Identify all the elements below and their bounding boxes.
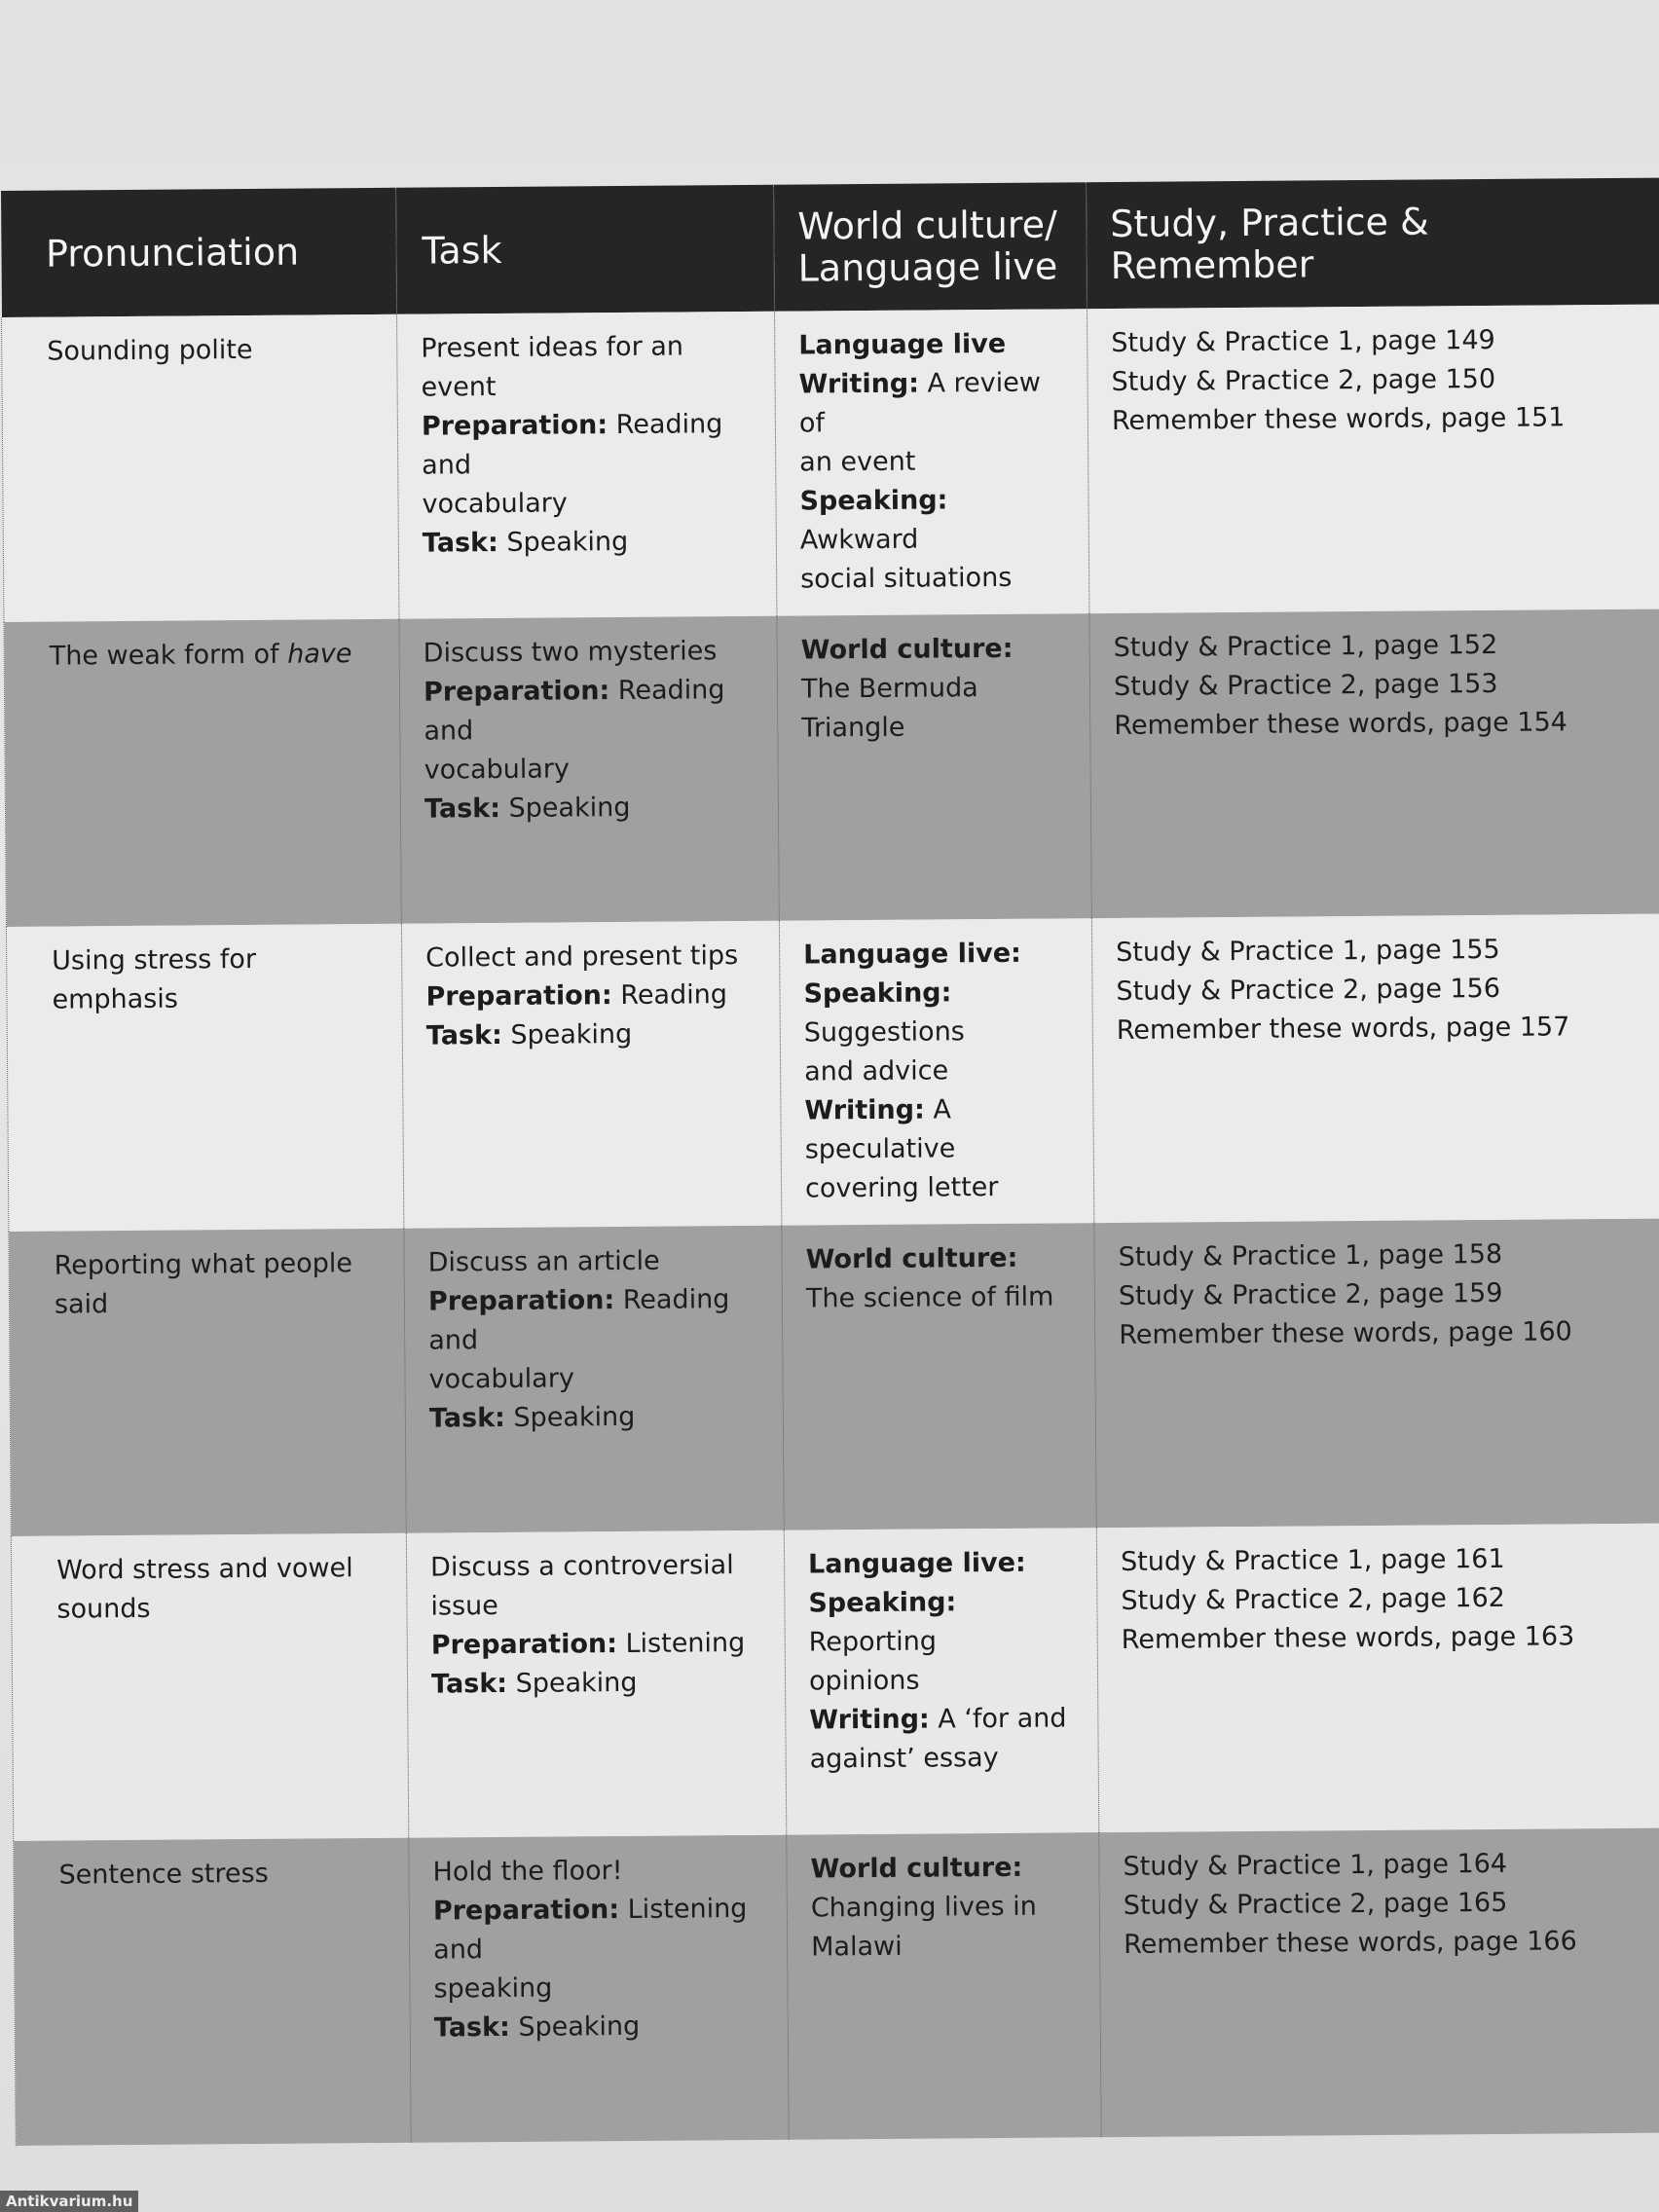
culture-item (798, 363, 1066, 443)
preparation-text: Reading (611, 979, 728, 1012)
task-label: Task: (422, 527, 498, 559)
culture-item-text: Reporting (808, 1626, 938, 1658)
task-title: Present ideas for an event (421, 331, 684, 403)
task-title: Discuss a controversial (429, 1550, 734, 1583)
task-task (426, 1014, 758, 1056)
preparation-label: Preparation: (423, 676, 610, 708)
study-line: Study & Practice 1, page 149 (1111, 324, 1495, 359)
culture-line: The Bermuda (800, 673, 978, 705)
pronunciation-text: Sentence stress (58, 1858, 269, 1891)
task-text: Speaking (501, 1018, 633, 1051)
study-line: Study & Practice 1, page 155 (1116, 934, 1500, 969)
culture-line: Changing lives in (810, 1891, 1037, 1924)
preparation-text: Listening and (433, 1894, 748, 1966)
pronunciation-text-italic: have (287, 639, 352, 670)
table-row (4, 609, 1659, 927)
study-line: Study & Practice 1, page 164 (1123, 1848, 1508, 1882)
pronunciation-text-cont: sounds (56, 1593, 151, 1625)
preparation-text: Reading and (428, 1284, 730, 1356)
culture-heading: World culture: (810, 1852, 1023, 1885)
pronunciation-text: Word stress and vowel (56, 1553, 353, 1586)
study-line: Study & Practice 2, page 162 (1121, 1582, 1506, 1617)
study-line: Remember these words, page 166 (1124, 1926, 1577, 1960)
task-task (434, 2007, 766, 2048)
pronunciation-text: Reporting what people (54, 1248, 353, 1281)
task-text: Speaking (504, 1401, 636, 1433)
preparation-label: Preparation: (425, 980, 612, 1013)
culture-item-text-cont: social situations (800, 562, 1013, 595)
task-title: Discuss two mysteries (423, 636, 718, 669)
culture-heading: Language live (798, 328, 1007, 361)
pronunciation-text: The weak form of (49, 639, 288, 672)
culture-item-text-cont: an event (799, 446, 916, 478)
pronunciation-cell (6, 924, 403, 1232)
study-line: Study & Practice 2, page 150 (1111, 363, 1496, 398)
pronunciation-cell (14, 1838, 411, 2146)
study-cell (1089, 609, 1659, 919)
culture-line: Malawi (811, 1931, 903, 1963)
task-label: Task: (425, 1019, 502, 1051)
culture-cell (784, 1528, 1098, 1835)
culture-heading: Language live: (803, 938, 1021, 971)
culture-heading: World culture: (805, 1242, 1018, 1275)
preparation-text: Reading and (422, 409, 723, 481)
header-world-culture-line2: Language live (797, 244, 1058, 290)
table-row (14, 1828, 1659, 2146)
study-cell (1087, 305, 1659, 614)
header-study (1086, 178, 1659, 310)
header-study-line1: Study, Practice & (1110, 200, 1429, 246)
culture-item-text-cont: and advice (804, 1055, 949, 1088)
task-cell (399, 616, 779, 924)
culture-heading: Language live: (807, 1547, 1026, 1580)
contents-table-wrap (0, 178, 1659, 2136)
study-line: Study & Practice 2, page 156 (1116, 973, 1501, 1008)
pronunciation-cell (11, 1533, 408, 1841)
table-row (2, 305, 1659, 622)
task-cell (404, 1226, 784, 1533)
task-label: Task: (428, 1402, 506, 1434)
culture-item-text: Suggestions (803, 1016, 965, 1049)
preparation-text-cont: vocabulary (424, 754, 571, 786)
study-line: Study & Practice 2, page 159 (1118, 1277, 1503, 1312)
preparation-label: Preparation: (432, 1895, 620, 1927)
study-cell (1094, 1219, 1659, 1529)
table-row (9, 1219, 1659, 1536)
study-line: Remember these words, page 154 (1114, 707, 1567, 742)
culture-item-text-cont: covering letter (804, 1171, 999, 1204)
culture-item-label: Writing: (809, 1704, 930, 1736)
pronunciation-text-cont: said (54, 1289, 109, 1320)
study-line: Remember these words, page 157 (1116, 1012, 1570, 1047)
task-text: Speaking (499, 792, 631, 824)
study-line: Remember these words, page 160 (1119, 1316, 1572, 1351)
task-cell (397, 312, 777, 619)
culture-item-label: Writing: (804, 1094, 925, 1126)
culture-item (799, 480, 1067, 560)
task-text: Speaking (498, 526, 629, 558)
culture-cell (782, 1223, 1096, 1530)
pronunciation-cell (4, 619, 401, 927)
pronunciation-cell (9, 1229, 406, 1536)
culture-item-label: Speaking: (799, 485, 948, 517)
header-study-line2: Remember (1110, 242, 1314, 288)
study-line: Study & Practice 1, page 161 (1120, 1543, 1505, 1578)
culture-item-label: Writing: (798, 368, 920, 400)
watermark-logo (0, 2191, 138, 2212)
culture-cell (787, 1832, 1101, 2140)
culture-heading: World culture: (800, 633, 1014, 666)
table-row (11, 1524, 1659, 1841)
task-preparation (431, 1624, 763, 1666)
culture-item-text-cont: against’ essay (809, 1742, 999, 1775)
culture-item-text: A review of (798, 367, 1042, 439)
study-cell (1091, 914, 1659, 1224)
pronunciation-cell (2, 314, 399, 622)
culture-line: Triangle (801, 712, 905, 744)
task-cell (406, 1530, 786, 1838)
culture-line: The science of film (805, 1281, 1054, 1314)
task-label: Task: (433, 2011, 510, 2044)
culture-item (804, 1089, 1072, 1169)
task-preparation (422, 405, 755, 486)
study-line: Study & Practice 1, page 158 (1118, 1238, 1503, 1273)
header-task (395, 185, 774, 314)
study-cell (1096, 1524, 1659, 1833)
task-title: Hold the floor! (432, 1856, 623, 1888)
study-line: Remember these words, page 151 (1111, 402, 1566, 437)
preparation-text: Reading and (424, 675, 725, 747)
header-task-label: Task (422, 228, 502, 273)
preparation-label: Preparation: (427, 1285, 615, 1317)
preparation-text-cont: vocabulary (428, 1363, 574, 1395)
culture-item-text: Awkward (799, 524, 919, 556)
study-line: Remember these words, page 163 (1121, 1621, 1575, 1655)
study-cell (1099, 1828, 1659, 2138)
task-preparation (424, 671, 756, 752)
task-title-cont: issue (430, 1591, 498, 1622)
header-pronunciation (0, 188, 396, 317)
pronunciation-text: Sounding polite (47, 334, 253, 367)
task-task (423, 522, 755, 564)
task-text: Speaking (509, 2010, 641, 2043)
culture-item (809, 1699, 1076, 1740)
header-pronunciation-label: Pronunciation (45, 230, 300, 276)
culture-item-text: A ‘for and (929, 1703, 1067, 1735)
task-title: Collect and present tips (425, 940, 739, 974)
preparation-text: Listening (616, 1628, 746, 1660)
task-text: Speaking (506, 1667, 638, 1699)
task-task (431, 1663, 763, 1705)
task-cell (409, 1835, 789, 2143)
preparation-text-cont: speaking (433, 1972, 553, 2005)
task-preparation (425, 976, 757, 1017)
preparation-label: Preparation: (421, 410, 608, 442)
preparation-label: Preparation: (430, 1629, 618, 1661)
pronunciation-text: Using stress for emphasis (52, 943, 257, 1015)
culture-item (808, 1582, 1076, 1662)
contents-table (0, 178, 1659, 2146)
header-world-culture (773, 182, 1087, 312)
task-cell (401, 921, 781, 1229)
task-label: Task: (424, 793, 501, 825)
study-line: Study & Practice 1, page 152 (1113, 629, 1498, 664)
task-preparation (428, 1280, 761, 1361)
watermark-text: Antikvarium.hu (6, 2193, 133, 2210)
header-world-culture-line1: World culture/ (797, 203, 1057, 248)
task-task (429, 1397, 761, 1439)
task-preparation (433, 1890, 766, 1971)
task-label: Task: (430, 1668, 508, 1700)
task-task (424, 788, 756, 830)
header-row (0, 178, 1659, 317)
culture-cell (779, 918, 1093, 1226)
table-row (6, 914, 1659, 1232)
study-line: Study & Practice 2, page 165 (1123, 1887, 1508, 1921)
culture-item-text: A speculative (804, 1094, 956, 1165)
culture-item-text-cont: opinions (808, 1665, 920, 1697)
culture-cell (774, 309, 1088, 616)
culture-item-label: Speaking: (808, 1587, 957, 1619)
preparation-text-cont: vocabulary (422, 488, 568, 520)
task-title: Discuss an article (427, 1245, 660, 1278)
culture-cell (777, 613, 1091, 921)
culture-item-label: Speaking: (803, 977, 952, 1010)
study-line: Study & Practice 2, page 153 (1113, 668, 1498, 703)
culture-item (803, 973, 1071, 1052)
